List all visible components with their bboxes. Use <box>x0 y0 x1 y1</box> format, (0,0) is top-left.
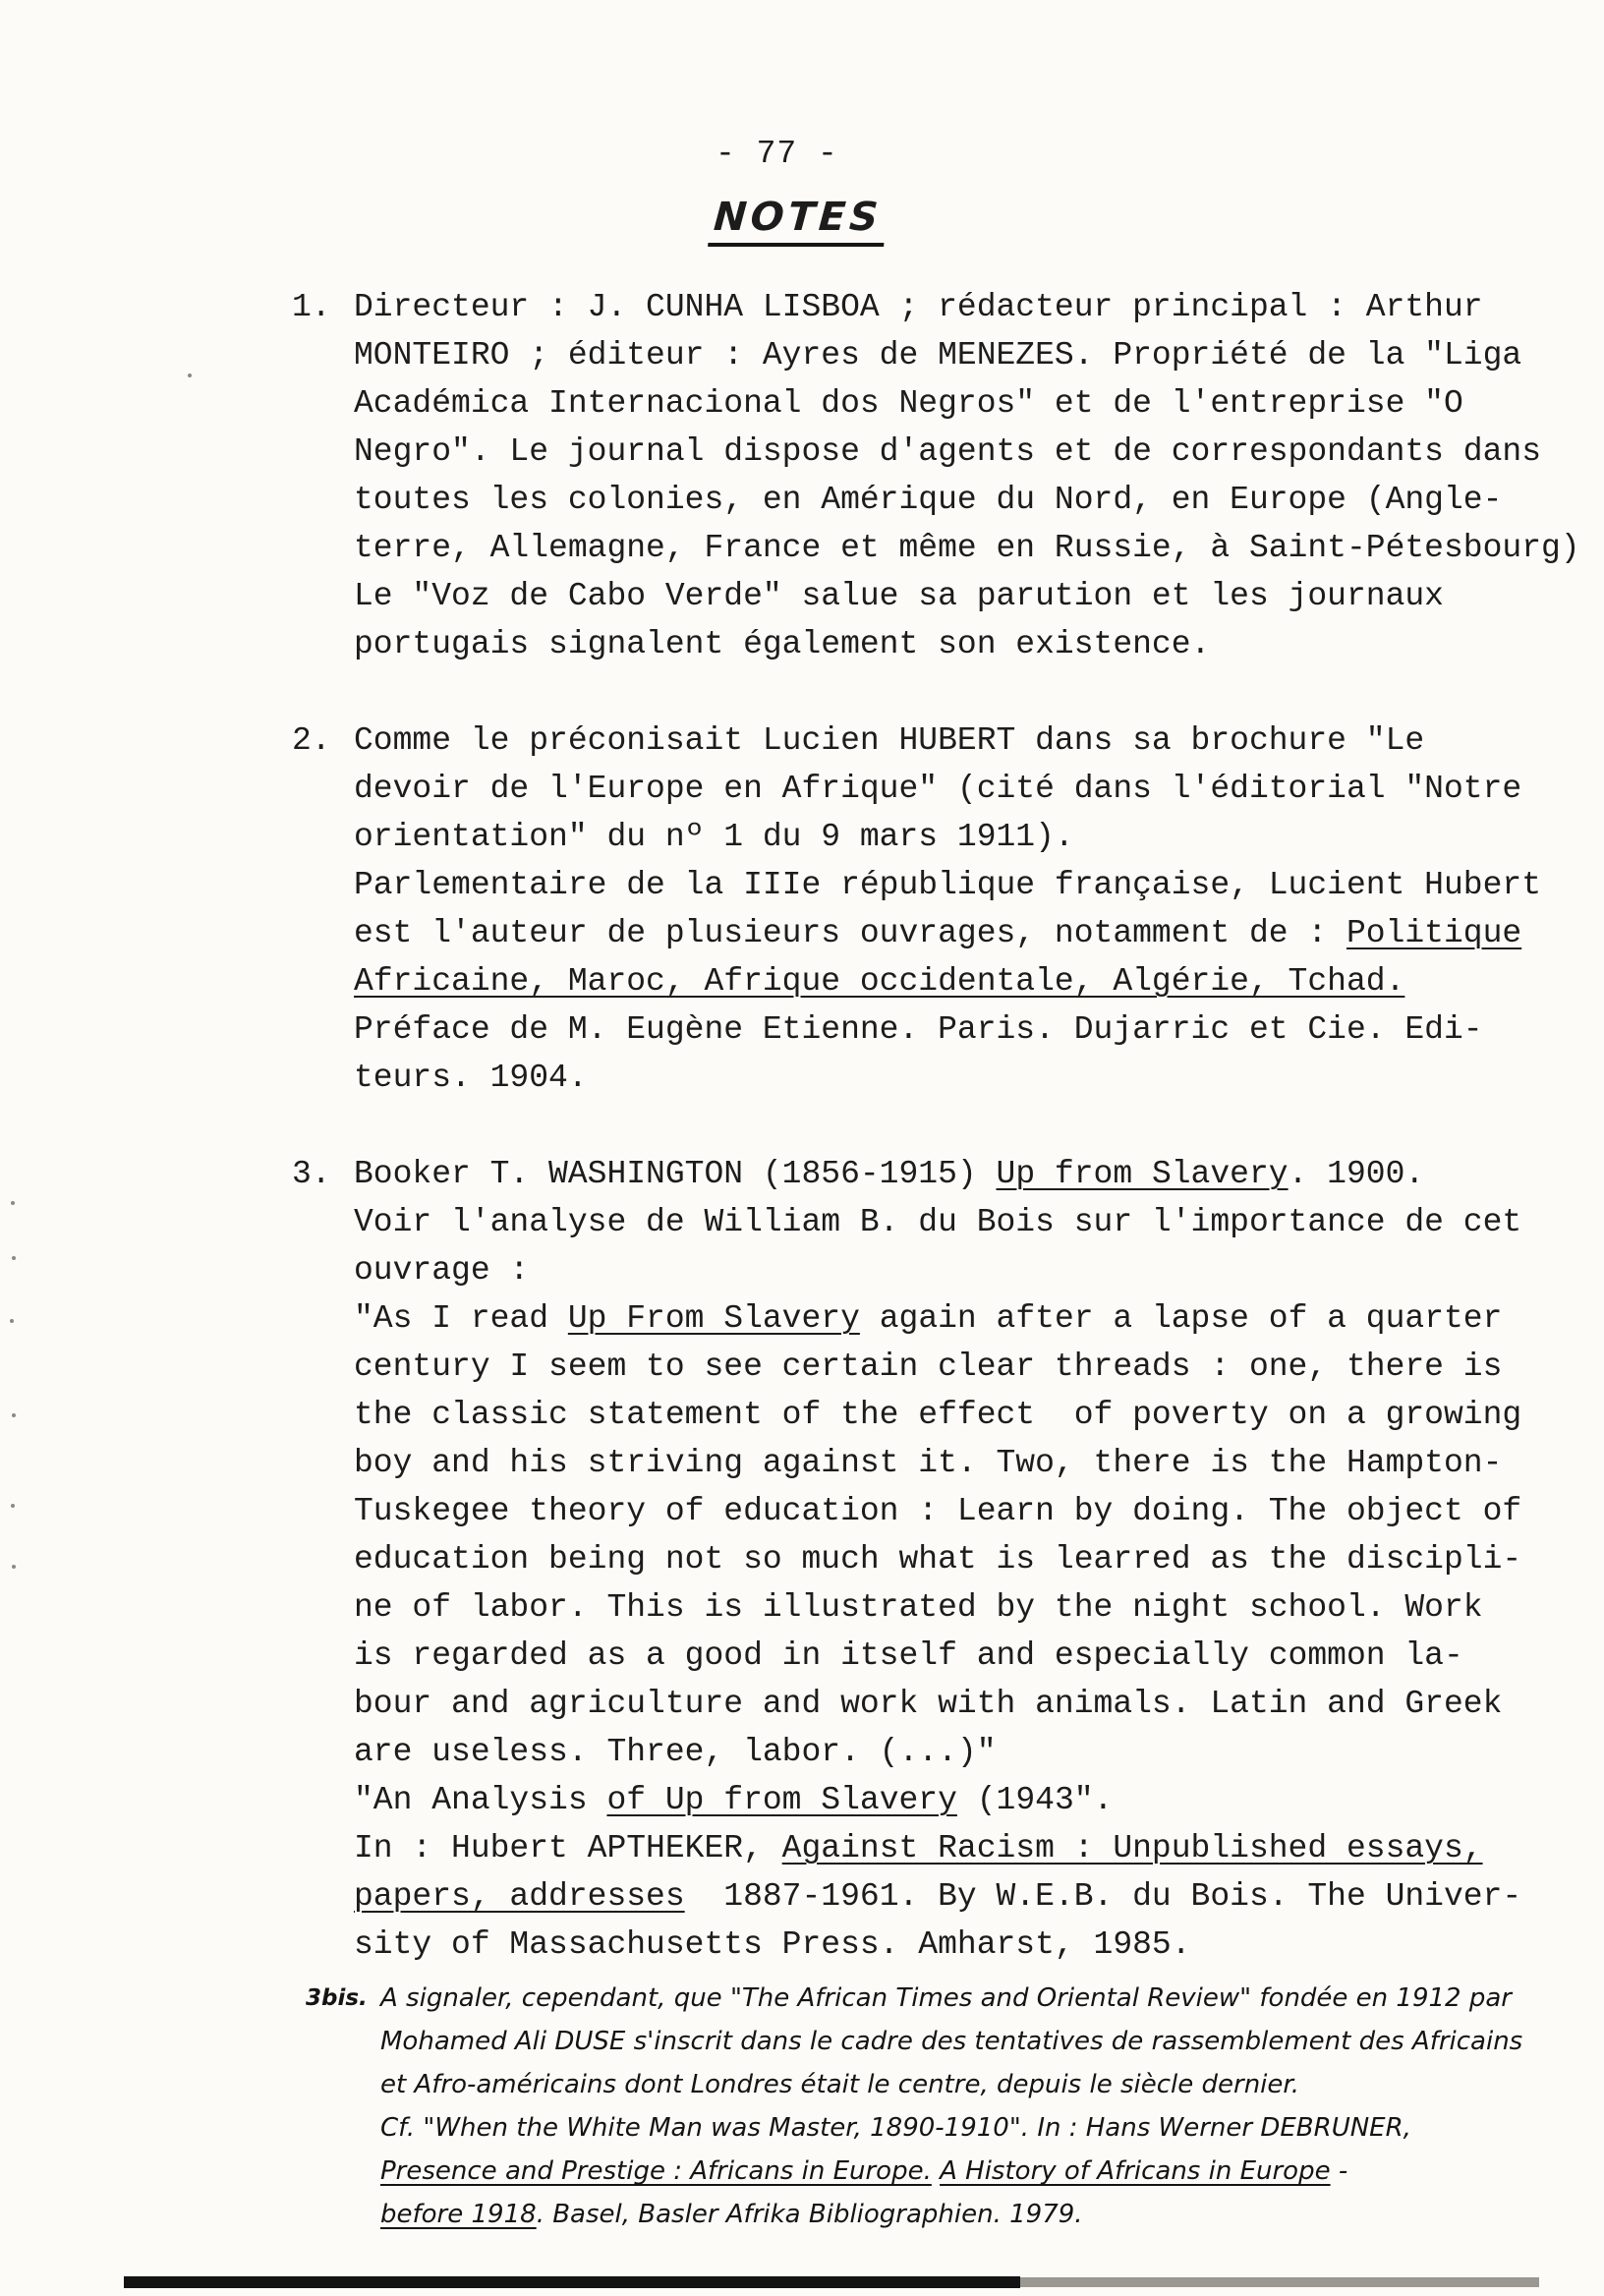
text-line: ne of labor. This is illustrated by the night school. Work <box>354 1589 1483 1626</box>
footnote <box>292 717 1599 1102</box>
scan-speck <box>11 1201 15 1205</box>
text-line: is regarded as a good in itself and especially common la- <box>354 1637 1463 1674</box>
text-line: boy and his striving against it. Two, there is the Hampton- <box>354 1445 1503 1481</box>
text-line: papers, addresses 1887-1961. By W.E.B. du Bois. The Univer- <box>354 1878 1522 1915</box>
text-line: sity of Massachusetts Press. Amharst, 1985. <box>354 1926 1191 1963</box>
page-number: - 77 - <box>716 136 838 172</box>
handwritten-note <box>292 1977 1599 2236</box>
footnote-marker: 2. <box>292 722 331 759</box>
scan-speck <box>11 1504 15 1508</box>
text-line: In : Hubert APTHEKER, Against Racism : Unpublished essays, <box>354 1830 1483 1866</box>
text-line: Préface de M. Eugène Etienne. Paris. Dujarric et Cie. Edi- <box>354 1011 1483 1048</box>
text-line: Negro". Le journal dispose d'agents et de correspondants dans <box>354 433 1541 470</box>
text-line: Le "Voz de Cabo Verde" salue sa parution et les journaux <box>354 578 1444 614</box>
text-line: Académica Internacional dos Negros" et de l'entreprise "O <box>354 385 1463 422</box>
text-line: bour and agriculture and work with animals. Latin and Greek <box>354 1686 1503 1722</box>
footnote <box>292 1150 1599 1969</box>
text-line: terre, Allemagne, France et même en Russie, à Saint-Pétesbourg) <box>354 530 1580 566</box>
text-line: Comme le préconisait Lucien HUBERT dans sa brochure "Le <box>354 722 1425 759</box>
footnote-body <box>354 1150 1599 1969</box>
text-line: et Afro-américains dont Londres était le centre, depuis le siècle dernier. <box>380 2070 1299 2099</box>
page-content <box>292 283 1599 2236</box>
text-line: the classic statement of the effect of poverty on a growing <box>354 1397 1522 1433</box>
footnote-body <box>354 283 1599 668</box>
text-line: are useless. Three, labor. (...)" <box>354 1734 997 1770</box>
scan-speck <box>12 1256 16 1260</box>
text-line: before 1918. Basel, Basler Afrika Bibliographien. 1979. <box>380 2200 1083 2229</box>
scan-speck <box>10 1319 14 1323</box>
text-line: teurs. 1904. <box>354 1060 588 1096</box>
text-line: Booker T. WASHINGTON (1856-1915) Up from Slavery. 1900. <box>354 1156 1425 1192</box>
text-line: Mohamed Ali DUSE s'inscrit dans le cadre des tentatives de rassemblement des Africains <box>380 2027 1523 2056</box>
text-line: Cf. "When the White Man was Master, 1890-1910". In : Hans Werner DEBRUNER, <box>380 2113 1411 2143</box>
text-line: A signaler, cependant, que "The African Times and Oriental Review" fondée en 1912 par <box>380 1983 1512 2013</box>
scan-speck <box>12 1413 16 1417</box>
footnote-marker: 1. <box>292 289 331 325</box>
text-line: Parlementaire de la IIIe république française, Lucient Hubert <box>354 867 1541 903</box>
text-line: Africaine, Maroc, Afrique occidentale, Algérie, Tchad. <box>354 963 1405 1000</box>
text-line: est l'auteur de plusieurs ouvrages, notamment de : Politique <box>354 915 1522 951</box>
text-line: Tuskegee theory of education : Learn by doing. The object of <box>354 1493 1522 1529</box>
footnote-body <box>354 717 1599 1102</box>
footnote-marker: 3. <box>292 1156 331 1192</box>
notes-list <box>292 283 1599 1969</box>
text-line: "As I read Up From Slavery again after a lapse of a quarter <box>354 1300 1503 1337</box>
text-line: Directeur : J. CUNHA LISBOA ; rédacteur principal : Arthur <box>354 289 1483 325</box>
text-line: Presence and Prestige : Africans in Europe. A History of Africans in Europe - <box>380 2156 1348 2186</box>
text-line: ouvrage : <box>354 1252 530 1289</box>
text-line: portugais signalent également son existence. <box>354 626 1211 662</box>
text-line: education being not so much what is learred as the discipli- <box>354 1541 1522 1578</box>
text-line: MONTEIRO ; éditeur : Ayres de MENEZES. Propriété de la "Liga <box>354 337 1522 373</box>
handwritten-marker: 3bis. <box>306 1985 368 2011</box>
text-line: devoir de l'Europe en Afrique" (cité dans l'éditorial "Notre <box>354 771 1522 807</box>
scan-speck <box>188 373 192 377</box>
text-line: "An Analysis of Up from Slavery (1943". <box>354 1782 1114 1818</box>
scan-artifact-bar <box>124 2276 1020 2288</box>
text-line: century I seem to see certain clear threads : one, there is <box>354 1349 1503 1385</box>
text-line: toutes les colonies, en Amérique du Nord, en Europe (Angle- <box>354 482 1503 518</box>
handwritten-body <box>380 1977 1599 2236</box>
text-line: orientation" du nº 1 du 9 mars 1911). <box>354 819 1074 855</box>
text-line: Voir l'analyse de William B. du Bois sur l'importance de cet <box>354 1204 1522 1240</box>
footnote <box>292 283 1599 668</box>
scan-artifact-bar-light <box>1020 2277 1539 2287</box>
page-title: NOTES <box>708 195 888 247</box>
scan-speck <box>12 1565 16 1569</box>
